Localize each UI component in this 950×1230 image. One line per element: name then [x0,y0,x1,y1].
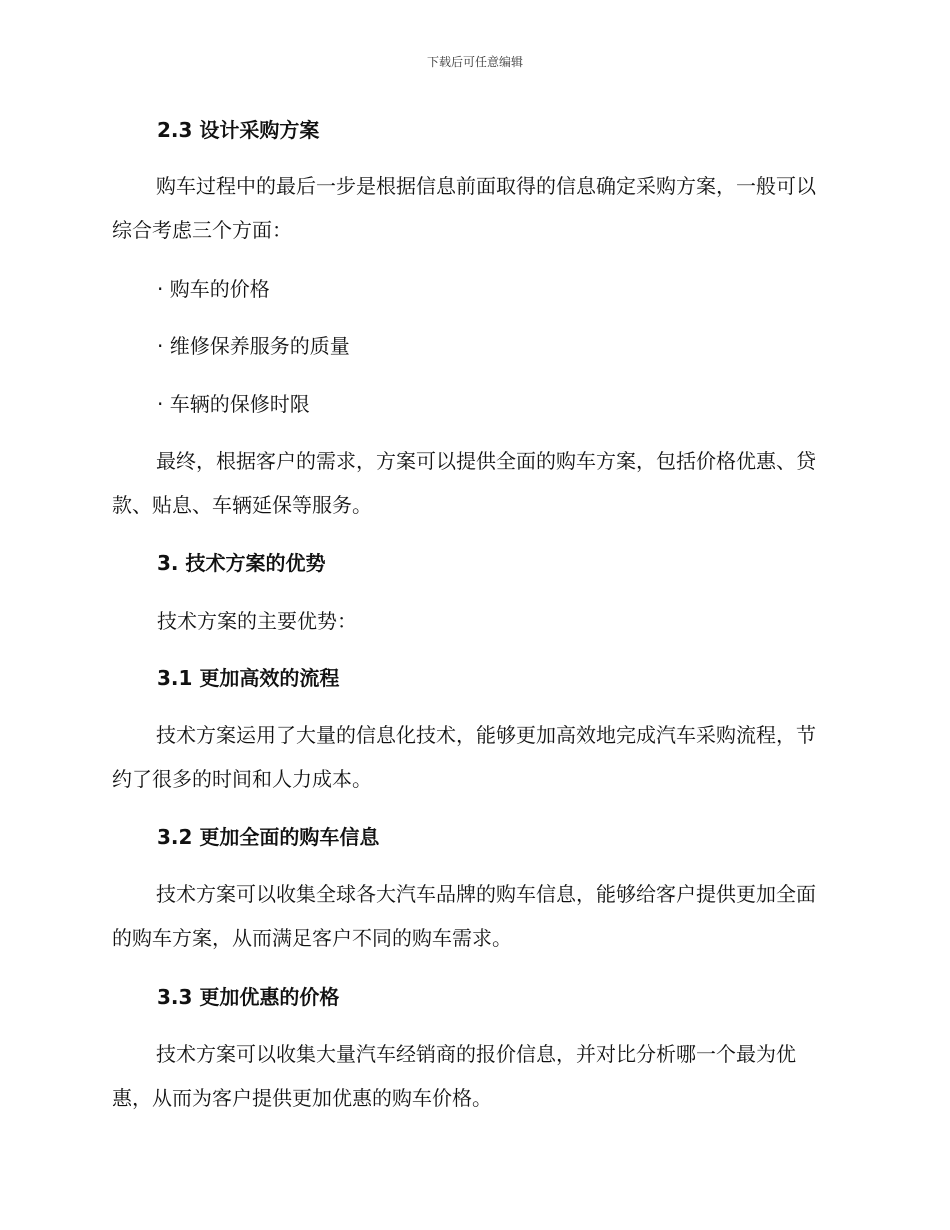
section-2-3-intro-paragraph: 购车过程中的最后一步是根据信息前面取得的信息确定采购方案，一般可以综合考虑三个方面： [112,174,816,242]
bullet-item-price: · 购车的价格 [157,277,270,301]
section-3-3-body-paragraph: 技术方案可以收集大量汽车经销商的报价信息，并对比分析哪一个最为优惠，从而为客户提供更加优惠的购车价格。 [112,1042,796,1110]
page-header-note: 下载后可任意编辑 [426,55,523,69]
section-2-3-conclusion-paragraph: 最终，根据客户的需求，方案可以提供全面的购车方案，包括价格优惠、贷款、贴息、车辆延保等服务。 [112,449,816,517]
section-3-heading: 3. 技术方案的优势 [157,551,326,575]
bullet-item-service-quality: · 维修保养服务的质量 [157,334,350,358]
section-2-3-heading: 2.3 设计采购方案 [157,118,320,142]
section-3-1-heading: 3.1 更加高效的流程 [157,666,340,690]
bullet-item-warranty: · 车辆的保修时限 [157,392,310,416]
section-3-2-body-paragraph: 技术方案可以收集全球各大汽车品牌的购车信息，能够给客户提供更加全面的购车方案，从而满足客户不同的购车需求。 [112,882,816,950]
section-3-2-heading: 3.2 更加全面的购车信息 [157,825,380,849]
section-3-1-body-paragraph: 技术方案运用了大量的信息化技术，能够更加高效地完成汽车采购流程，节约了很多的时间和人力成本。 [112,723,816,791]
section-3-intro-paragraph: 技术方案的主要优势： [157,609,357,633]
section-3-3-heading: 3.3 更加优惠的价格 [157,985,340,1009]
